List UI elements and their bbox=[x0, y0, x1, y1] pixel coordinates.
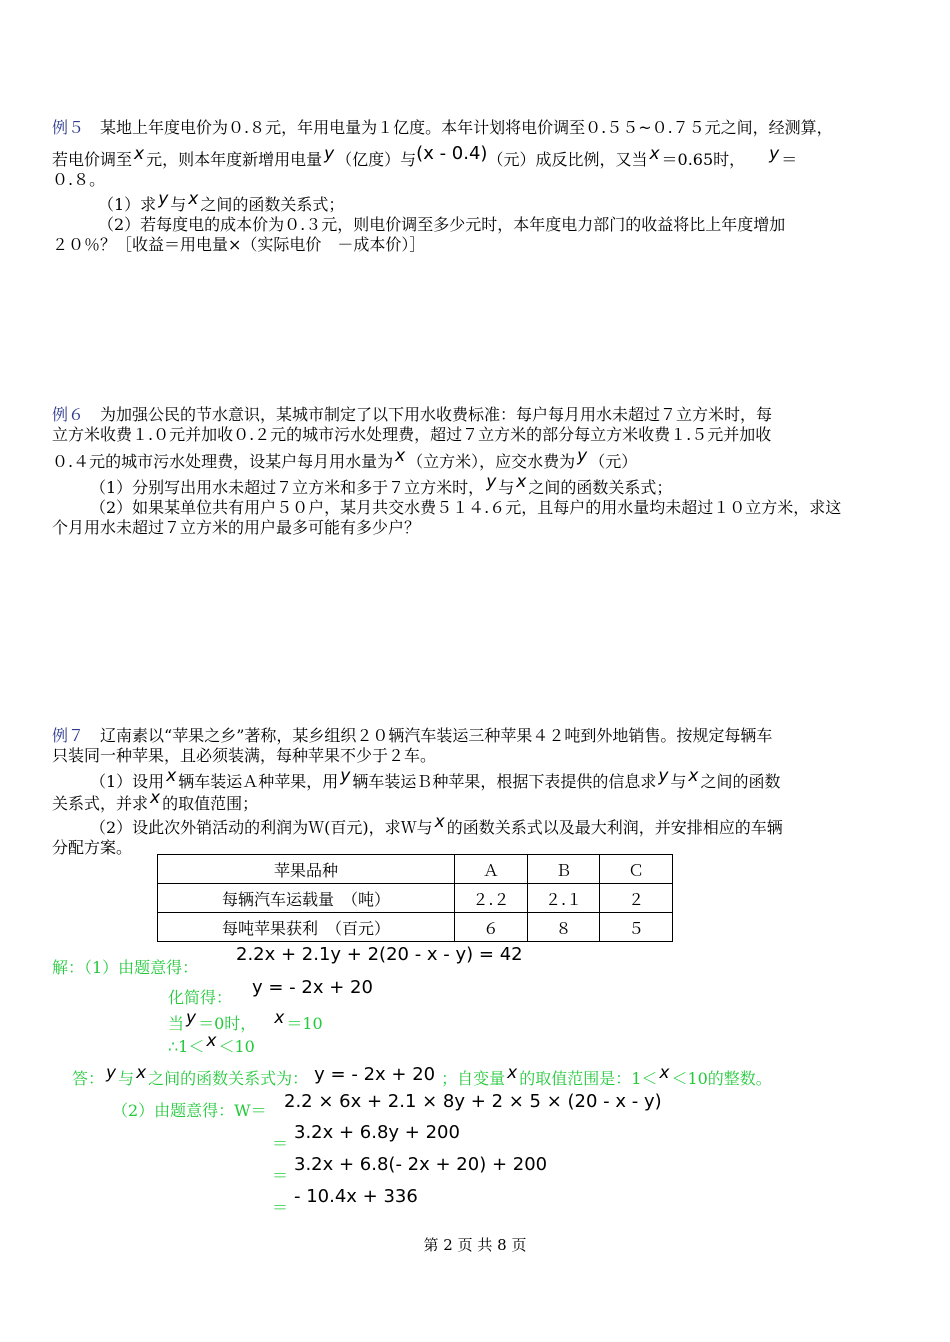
table-cell: ６ bbox=[455, 913, 528, 942]
sol-eq6: 3.2x + 6.8(- 2x + 20) + 200 bbox=[294, 1154, 548, 1175]
table-cell: 每吨苹果获利 （百元） bbox=[158, 913, 455, 942]
ex5-label: 例５ bbox=[52, 118, 85, 137]
eq-sign: ＝ bbox=[272, 1198, 289, 1217]
sol-when-line: 当 y ＝0时， x ＝10 bbox=[168, 1008, 323, 1033]
ex7-q1: （1）设用 x 辆车装运Ａ种苹果，用 y 辆车装运Ｂ种苹果，根据下表提供的信息求 y 与 x 之间的函数 bbox=[90, 766, 781, 791]
sol-step1-label: 解：（1）由题意得： bbox=[52, 958, 199, 977]
ex6-q1: （1）分别写出用水未超过７立方米和多于７立方米时， y 与 x 之间的函数关系式； bbox=[90, 472, 673, 497]
sol-range-line: ∴1＜ x ＜10 bbox=[168, 1031, 255, 1056]
sol-eq2: y = - 2x + 20 bbox=[252, 977, 373, 998]
ex5-line3: ０.８。 bbox=[52, 170, 106, 189]
table-header-cell: Ｃ bbox=[600, 855, 673, 884]
table-cell: ５ bbox=[600, 913, 673, 942]
ex5-line1: 例５ 某地上年度电价为０.８元，年用电量为１亿度。本年计划将电价调至０.５５~０.７５元之间，经测算， bbox=[52, 118, 833, 137]
ex6-q2: （2）如果某单位共有用户５０户，某月共交水费５１４.６元，且每户的用水量均未超过１０立方米，求这 bbox=[90, 498, 842, 517]
sol-simplify-label: 化简得： bbox=[168, 988, 233, 1007]
table-row bbox=[158, 884, 673, 913]
apple-info-table bbox=[157, 854, 673, 942]
table-cell: 每辆汽车运载量 （吨） bbox=[158, 884, 455, 913]
page-footer: 第 2 页 共 8 页 bbox=[423, 1236, 527, 1254]
sol-eq4: 2.2 × 6x + 2.1 × 8y + 2 × 5 × (20 - x - y) bbox=[284, 1091, 662, 1112]
table-header-cell: Ｂ bbox=[527, 855, 600, 884]
table-cell: ２.２ bbox=[455, 884, 528, 913]
sol-answer-line: 答： y 与 x 之间的函数关系式为： y = - 2x + 20 ；自变量 x 的取值范围是：1＜ x ＜10的整数。 bbox=[72, 1063, 772, 1088]
eq-sign: ＝ bbox=[272, 1134, 289, 1153]
ex6-line3: ０.４元的城市污水处理费，设某户每月用水量为 x （立方米），应交水费为 y （元） bbox=[52, 446, 638, 471]
ex7-q2: （2）设此次外销活动的利润为Ｗ(百元)，求Ｗ与 x 的函数关系式以及最大利润，并安排相应的车辆 bbox=[90, 812, 783, 837]
ex6-line2: 立方米收费１.０元并加收０.２元的城市污水处理费，超过７立方米的部分每立方米收费１.５元并加收 bbox=[52, 425, 772, 444]
ex7-q1-cont: 关系式，并求 x 的取值范围； bbox=[52, 788, 259, 813]
ex5-expr: (x - 0.4) bbox=[416, 143, 488, 164]
ex5-q2-cont: ２０％？［收益＝用电量×（实际电价 －成本价）］ bbox=[52, 235, 426, 254]
ex7-label: 例７ bbox=[52, 726, 85, 745]
sol-step2-label: （2）由题意得：W＝ bbox=[112, 1101, 267, 1120]
ex7-line2: 只装同一种苹果，且必须装满，每种苹果不少于２车。 bbox=[52, 746, 437, 765]
ex6-line1: 例６ 为加强公民的节水意识，某城市制定了以下用水收费标准：每户每月用水未超过７立方米时，每 bbox=[52, 405, 773, 424]
eq-sign: ＝ bbox=[272, 1166, 289, 1185]
ex5-line2: 若电价调至 x 元，则本年度新增用电量 y （亿度）与(x - 0.4)（元）成反比例，又当 x ＝0.65时， y ＝ bbox=[52, 143, 798, 169]
table-header-cell: 苹果品种 bbox=[158, 855, 455, 884]
ex5-q2: （2）若每度电的成本价为０.３元，则电价调至多少元时，本年度电力部门的收益将比上年度增加 bbox=[98, 215, 786, 234]
table-row bbox=[158, 913, 673, 942]
sol-eq5: 3.2x + 6.8y + 200 bbox=[294, 1122, 460, 1143]
table-header-row bbox=[158, 855, 673, 884]
table-cell: ２ bbox=[600, 884, 673, 913]
ex6-q2-cont: 个月用水未超过７立方米的用户最多可能有多少户？ bbox=[52, 518, 421, 537]
table-cell: ８ bbox=[527, 913, 600, 942]
table-header-cell: Ａ bbox=[455, 855, 528, 884]
ex5-q1: （1）求 y 与 x 之间的函数关系式； bbox=[98, 189, 345, 214]
ex7-q2-cont: 分配方案。 bbox=[52, 838, 133, 857]
ex7-line1: 例７ 辽南素以“苹果之乡”著称，某乡组织２０辆汽车装运三种苹果４２吨到外地销售。按规定每辆车 bbox=[52, 726, 773, 745]
table-cell: ２.１ bbox=[527, 884, 600, 913]
ex6-label: 例６ bbox=[52, 405, 85, 424]
sol-eq1: 2.2x + 2.1y + 2(20 - x - y) = 42 bbox=[236, 944, 523, 965]
sol-eq7: - 10.4x + 336 bbox=[294, 1186, 418, 1207]
